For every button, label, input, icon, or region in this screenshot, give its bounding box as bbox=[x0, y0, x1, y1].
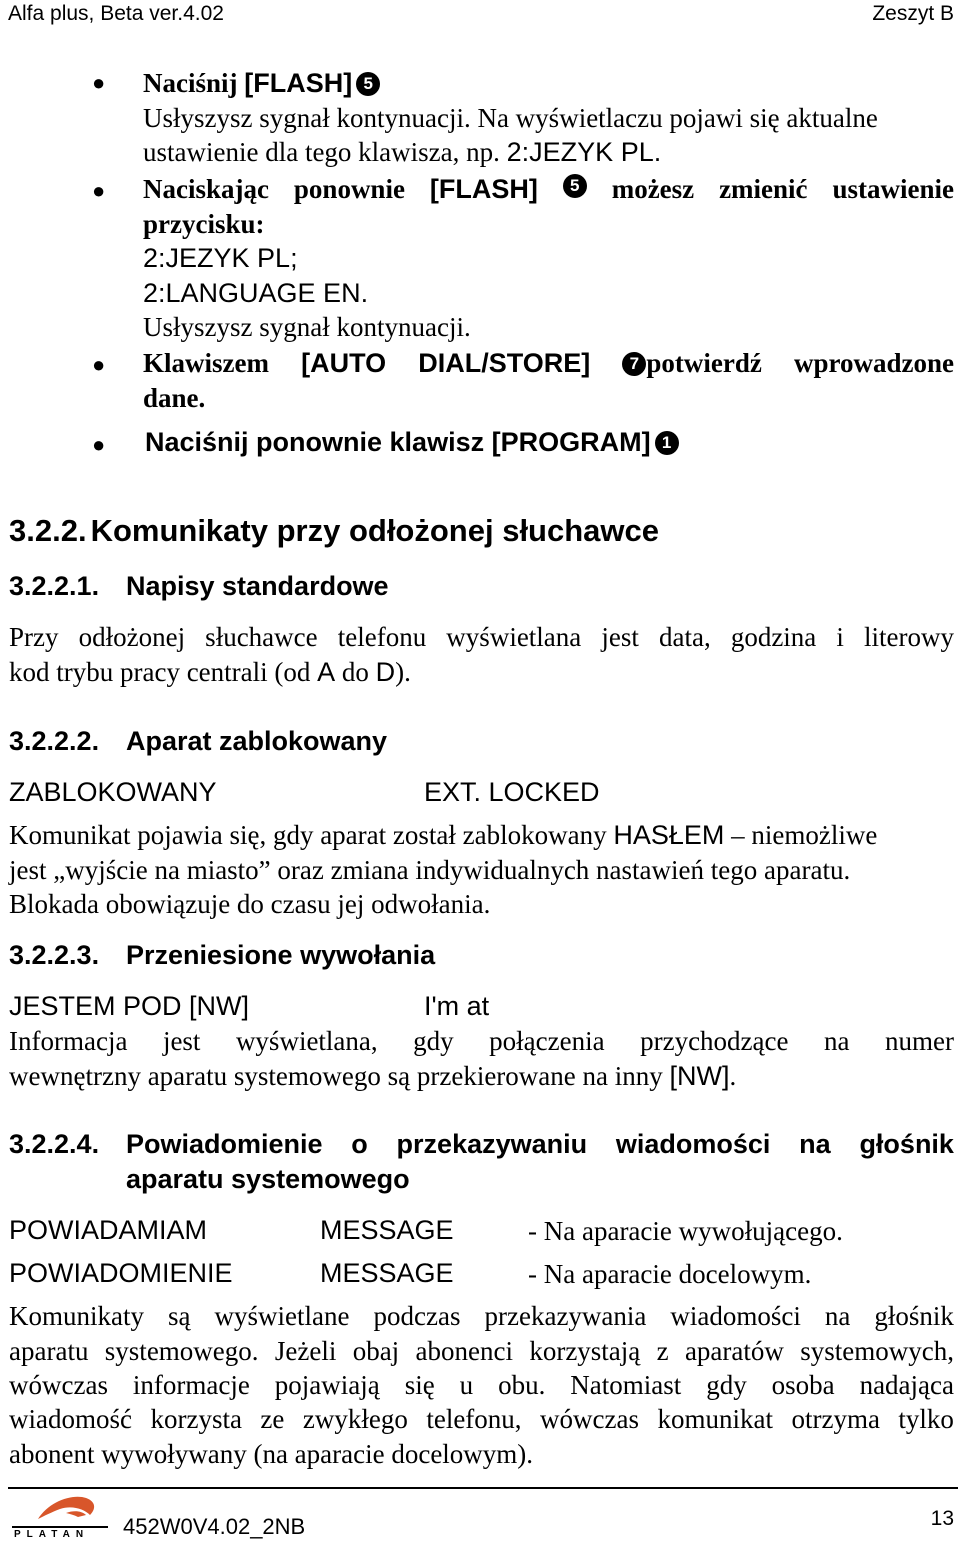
subsection-3-title: Przeniesione wywołania bbox=[126, 940, 436, 970]
s4-paragraph-line-1: Komunikaty są wyświetlane podczas przekazywania wiadomości na głośnik bbox=[9, 1301, 954, 1331]
bullet-2-line-5: Usłyszysz sygnał kontynuacji. bbox=[143, 312, 471, 342]
bullet-1-line-3: ustawienie dla tego klawisza, np. 2:JEZYK PL. bbox=[143, 137, 662, 167]
s4-paragraph-line-3: wówczas informacje pojawiają się u obu. Natomiast gdy osoba nadająca bbox=[9, 1370, 954, 1400]
s2-message-en: EXT. LOCKED bbox=[424, 777, 600, 807]
s3-paragraph-line-2: wewnętrzny aparatu systemowego są przekierowane na inny [NW]. bbox=[9, 1061, 737, 1091]
document-code: 452W0V4.02_2NB bbox=[123, 1514, 306, 1539]
s2-message-pl: ZABLOKOWANY bbox=[9, 777, 217, 807]
header-volume: Zeszyt B bbox=[872, 2, 954, 25]
bullet-3-line-1: Klawiszem [AUTO DIAL/STORE] 7 potwierdź wprowadzone bbox=[143, 348, 954, 378]
s4-row-1-desc: - Na aparacie wywołującego. bbox=[528, 1216, 843, 1246]
footer-rule bbox=[8, 1487, 958, 1489]
subsection-2-title: Aparat zablokowany bbox=[126, 726, 388, 756]
subsection-1-number: 3.2.2.1. bbox=[9, 571, 100, 601]
bullet-dot: ● bbox=[92, 70, 106, 95]
step-5-icon: 5 bbox=[356, 72, 380, 96]
subsection-3-number: 3.2.2.3. bbox=[9, 940, 100, 970]
bullet-1-line-2: Usłyszysz sygnał kontynuacji. Na wyświetlaczu pojawi się aktualne bbox=[143, 103, 878, 133]
s3-paragraph-line-1: Informacja jest wyświetlana, gdy połączenia przychodzące na numer bbox=[9, 1026, 954, 1056]
step-5-icon: 5 bbox=[563, 174, 587, 198]
s2-paragraph-line-2: jest „wyjście na miasto” oraz zmiana indywidualnych nastawień tego aparatu. bbox=[9, 855, 851, 885]
subsection-4-number: 3.2.2.4. bbox=[9, 1129, 100, 1159]
bullet-dot: ● bbox=[92, 432, 106, 457]
s1-paragraph-line-2: kod trybu pracy centrali (od A do D). bbox=[9, 657, 411, 687]
bullet-dot: ● bbox=[92, 178, 106, 203]
s4-row-2-desc: - Na aparacie docelowym. bbox=[528, 1259, 812, 1289]
bullet-2-option-2: 2:LANGUAGE EN. bbox=[143, 278, 369, 308]
page-number: 13 bbox=[930, 1507, 954, 1530]
s3-message-en: I'm at bbox=[424, 991, 490, 1021]
step-7-icon: 7 bbox=[622, 352, 646, 376]
header-title: Alfa plus, Beta ver.4.02 bbox=[8, 2, 224, 25]
s1-paragraph-line-1: Przy odłożonej słuchawce telefonu wyświetlana jest data, godzina i literowy bbox=[9, 622, 954, 652]
svg-text:PLATAN: PLATAN bbox=[14, 1529, 90, 1539]
s4-row-2-pl: POWIADOMIENIE bbox=[9, 1258, 233, 1288]
subsection-2-number: 3.2.2.2. bbox=[9, 726, 100, 756]
subsection-4-title-line-1: Powiadomienie o przekazywaniu wiadomości na głośnik bbox=[126, 1129, 954, 1159]
bullet-2-option-1: 2:JEZYK PL; bbox=[143, 243, 298, 273]
s4-paragraph-line-5: abonent wywoływany (na aparacie docelowym). bbox=[9, 1439, 534, 1469]
bullet-dot: ● bbox=[92, 352, 106, 377]
s2-paragraph-line-3: Blokada obowiązuje do czasu jej odwołania. bbox=[9, 889, 491, 919]
bullet-2-line-2: przycisku: bbox=[143, 209, 265, 239]
s3-message-pl: JESTEM POD [NW] bbox=[9, 991, 250, 1021]
bullet-1-line-1: Naciśnij [FLASH] 5 bbox=[143, 68, 380, 99]
s2-paragraph-line-1: Komunikat pojawia się, gdy aparat został zablokowany HASŁEM – niemożliwe bbox=[9, 820, 878, 850]
bullet-3-line-2: dane. bbox=[143, 383, 206, 413]
bullet-2-line-1: Naciskając ponownie [FLASH] 5 możesz zmienić ustawienie bbox=[143, 174, 954, 204]
section-heading: 3.2.2. Komunikaty przy odłożonej słuchawce bbox=[9, 513, 660, 548]
s4-paragraph-line-4: wiadomość korzysta ze zwykłego telefonu, wówczas komunikat otrzyma tylko bbox=[9, 1404, 954, 1434]
s4-row-1-pl: POWIADAMIAM bbox=[9, 1215, 208, 1245]
s4-row-2-en: MESSAGE bbox=[320, 1258, 454, 1288]
step-1-icon: 1 bbox=[655, 431, 679, 455]
subsection-1-title: Napisy standardowe bbox=[126, 571, 389, 601]
bullet-4-line-1: Naciśnij ponownie klawisz [PROGRAM] 1 bbox=[145, 427, 679, 458]
subsection-4-title-line-2: aparatu systemowego bbox=[126, 1164, 410, 1194]
s4-row-1-en: MESSAGE bbox=[320, 1215, 454, 1245]
s4-paragraph-line-2: aparatu systemowego. Jeżeli obaj abonenci korzystają z aparatów systemowych, bbox=[9, 1336, 954, 1366]
platan-logo bbox=[8, 1493, 112, 1539]
